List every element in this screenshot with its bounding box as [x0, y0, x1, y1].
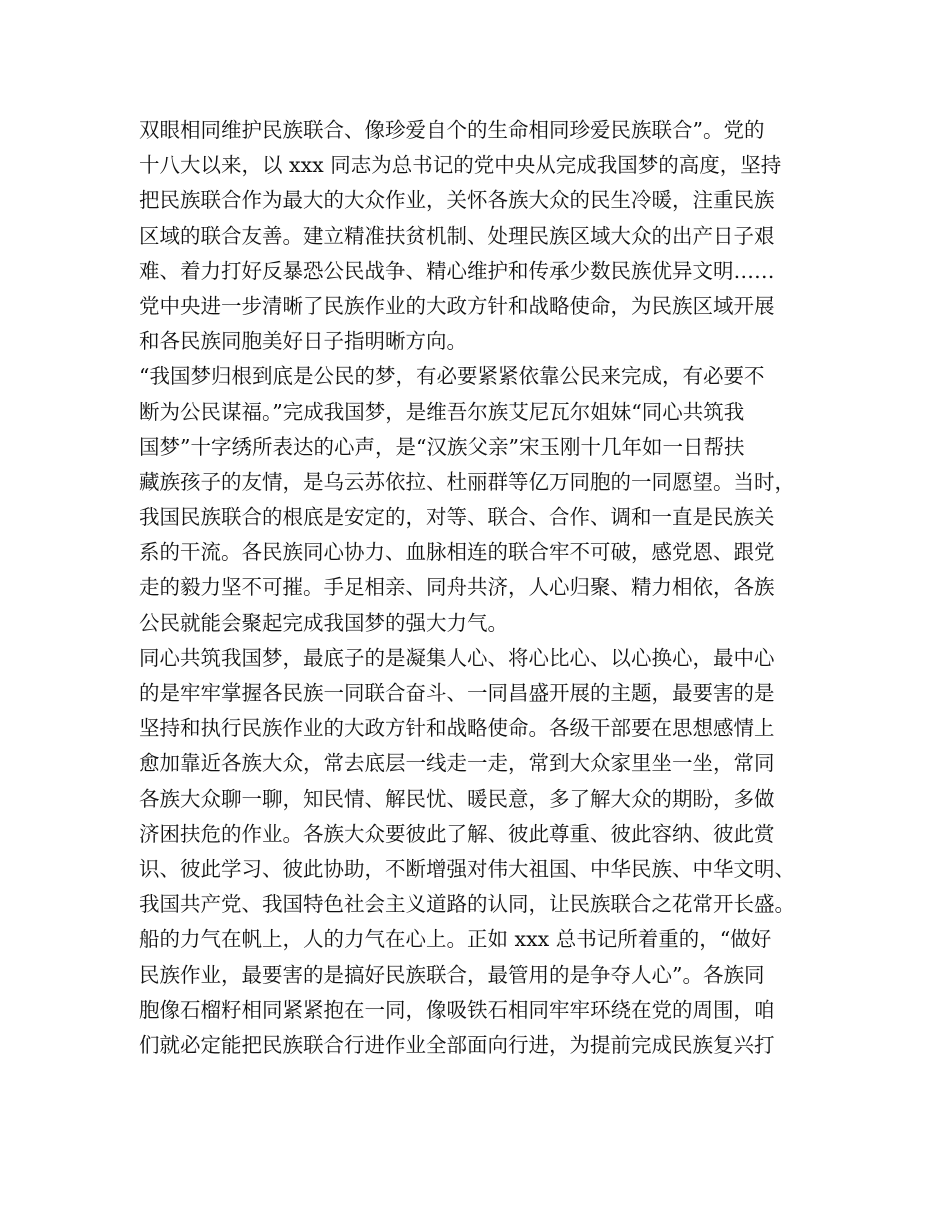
text-line: 藏族孩子的友情，是乌云苏依拉、杜丽群等亿万同胞的一同愿望。当时，: [139, 469, 795, 494]
text-line: 系的干流。各民族同心协力、血脉相连的联合牢不可破，感党恩、跟党: [139, 540, 775, 565]
text-line: 们就必定能把民族联合行进作业全部面向行进，为提前完成民族复兴打: [139, 1032, 775, 1057]
text-line: 济困扶危的作业。各族大众要彼此了解、彼此尊重、彼此容纳、彼此赏: [139, 821, 775, 846]
text-line: 船的力气在帆上，人的力气在心上。正如 xxx 总书记所着重的，“做好: [139, 927, 772, 952]
text-line: 国梦”十字绣所表达的心声，是“汉族父亲”宋玉刚十几年如一日帮扶: [139, 434, 745, 459]
text-line: 胞像石榴籽相同紧紧抱在一同，像吸铁石相同牢牢环绕在党的周围，咱: [139, 997, 775, 1022]
body-text: [139, 113, 819, 1063]
text-line: “我国梦归根到底是公民的梦，有必要紧紧依靠公民来完成，有必要不: [139, 364, 765, 389]
text-line: 的是牢牢掌握各民族一同联合奋斗、一同昌盛开展的主题，最要害的是: [139, 681, 775, 705]
text-line: 和各民族同胞美好日子指明晰方向。: [139, 329, 467, 354]
text-line: 十八大以来，以 xxx 同志为总书记的党中央从完成我国梦的高度，坚持: [139, 153, 782, 178]
text-line: 走的毅力坚不可摧。手足相亲、同舟共济，人心归聚、精力相依，各族: [139, 575, 775, 600]
text-line: 识、彼此学习、彼此协助，不断增强对伟大祖国、中华民族、中华文明、: [139, 856, 795, 881]
text-line: 坚持和执行民族作业的大政方针和战略使命。各级干部要在思想感情上: [139, 716, 775, 741]
text-line: 愈加靠近各族大众，常去底层一线走一走，常到大众家里坐一坐，常同: [139, 751, 775, 776]
text-line: 难、着力打好反暴恐公民战争、精心维护和传承少数民族优异文明……: [139, 258, 775, 283]
text-line: 同心共筑我国梦，最底子的是凝集人心、将心比心、以心换心，最中心: [139, 645, 775, 670]
text-line: 双眼相同维护民族联合、像珍爱自个的生命相同珍爱民族联合”。党的: [139, 118, 765, 142]
text-line: 公民就能会聚起完成我国梦的强大力气。: [139, 610, 508, 635]
text-line: 我国民族联合的根底是安定的，对等、联合、合作、调和一直是民族关: [139, 505, 775, 530]
text-line: 断为公民谋福。”完成我国梦，是维吾尔族艾尼瓦尔姐妹“同心共筑我: [139, 399, 745, 424]
text-line: 区域的联合友善。建立精准扶贫机制、处理民族区域大众的出产日子艰: [139, 223, 775, 248]
text-line: 把民族联合作为最大的大众作业，关怀各族大众的民生冷暖，注重民族: [139, 188, 775, 213]
text-line: 我国共产党、我国特色社会主义道路的认同，让民族联合之花常开长盛。: [139, 892, 795, 917]
text-line: 民族作业，最要害的是搞好民族联合，最管用的是争夺人心”。各族同: [139, 962, 765, 987]
text-line: 各族大众聊一聊，知民情、解民忧、暖民意，多了解大众的期盼，多做: [139, 786, 775, 811]
text-line: 党中央进一步清晰了民族作业的大政方针和战略使命，为民族区域开展: [139, 293, 775, 318]
